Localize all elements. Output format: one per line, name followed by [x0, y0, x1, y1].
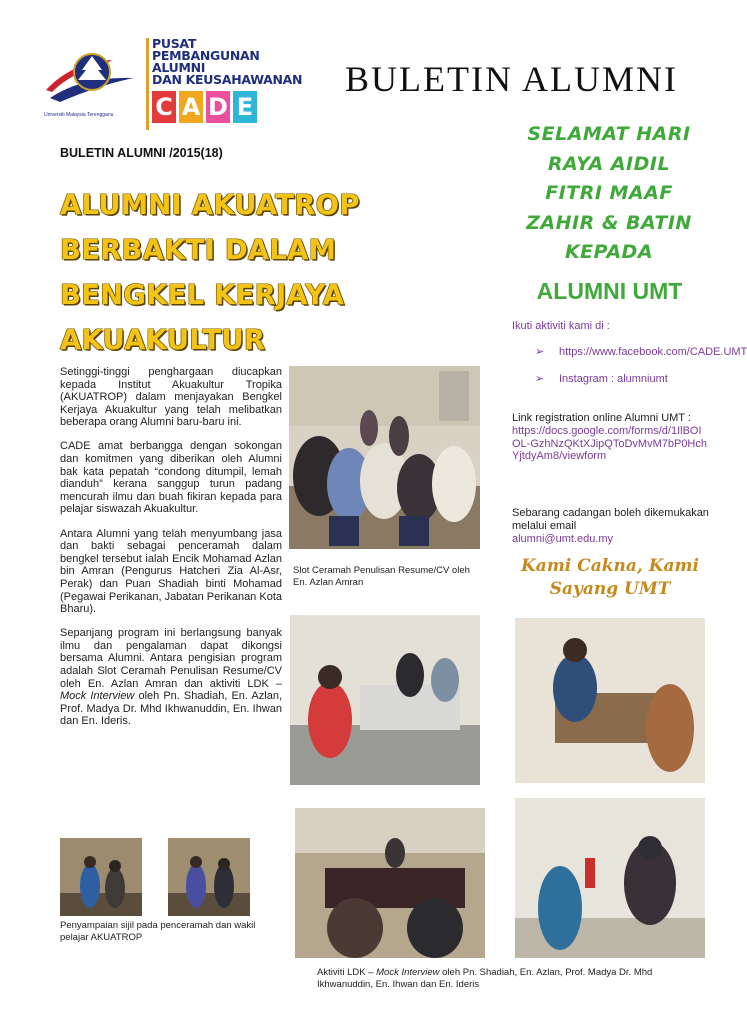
suggestion-text: Sebarang cadangan boleh dikemukakan melalui email: [512, 507, 709, 532]
paragraph-emphasis: Mock Interview: [60, 690, 135, 703]
motto: [512, 555, 708, 601]
article-paragraph: [60, 627, 282, 728]
follow-label: Ikuti aktiviti kami di :: [512, 320, 610, 332]
cade-letter-e: E: [233, 91, 257, 123]
logo-line: PUSAT: [152, 36, 197, 51]
interview-photo: [290, 615, 480, 785]
greeting-line: ZAHIR & BATIN: [526, 211, 692, 234]
headline-line: ALUMNI AKUATROP: [60, 189, 360, 221]
headline-line: AKUAKULTUR: [60, 324, 266, 356]
certificate-caption: Penyampaian sijil pada penceramah dan wakil pelajar AKUATROP: [60, 920, 256, 943]
greeting-line: RAYA AIDIL: [547, 152, 671, 175]
article-paragraph: Setinggi-tinggi penghargaan diucapkan kepada Institut Akuakultur Tropika (AKUATROP) dalam menjayakan Bengkel Kerjaya Akuakultur yang telah melibatkan beberapa orang Alumni baru-baru ini.: [60, 366, 282, 429]
instagram-link-item[interactable]: [535, 373, 710, 386]
logo-line: DAN KEUSAHAWANAN: [152, 72, 303, 87]
logo-divider: [146, 38, 149, 130]
paragraph-text: oleh Pn. Shadiah, En. Azlan, Prof. Madya Dr. Mhd Ikhwanuddin, En. Ihwan dan En. Ideris.: [60, 690, 282, 728]
certificate-photo: [60, 838, 142, 916]
social-links: [535, 346, 747, 400]
cade-letter-d: D: [206, 91, 230, 123]
article-body: [60, 366, 282, 739]
facebook-link-item[interactable]: [535, 346, 747, 359]
headline-line: BENGKEL KERJAYA: [60, 279, 345, 311]
masthead-title: BULETIN ALUMNI: [345, 59, 678, 99]
interview-caption: [317, 967, 707, 991]
instagram-link[interactable]: Instagram : alumniumt: [559, 372, 668, 385]
interview-photo: [515, 798, 705, 958]
registration-block: [512, 412, 710, 463]
headline-line: BERBAKTI DALAM: [60, 234, 337, 266]
raya-greeting: [510, 120, 708, 268]
article-paragraph: CADE amat berbangga dengan sokongan dan komitmen yang diberikan oleh Alumni bak kata pepatah “condong ditumpil, lemah dianduh” kerana sanggup turun padang mencurah ilmu dan buah fikiran kepada para pelajar siswazah Akuakultur.: [60, 440, 282, 516]
caption-text: Aktiviti LDK –: [317, 967, 377, 978]
alumni-umt-heading: ALUMNI UMT: [536, 278, 683, 304]
arrow-bullet-icon: ➢: [535, 372, 545, 385]
article-headline: [60, 183, 400, 363]
greeting-line: FITRI MAAF: [545, 182, 673, 204]
article-paragraph: Antara Alumni yang telah menyumbang jasa dan bakti sebagai penceramah dalam bengkel tersebut ialah Encik Mohamad Azlan bin Amran (Pengurus Hatcheri Zia Al-Asr, Perak) dan Puan Shadiah binti Mohamad (Pegawai Perikanan, Jabatan Perikanan Kota Bharu).: [60, 527, 282, 616]
caption-emphasis: Mock Interview: [376, 967, 440, 978]
issue-number: BULETIN ALUMNI /2015(18): [60, 146, 223, 160]
logo-line: ALUMNI: [152, 60, 206, 75]
cade-letter-a: A: [179, 91, 203, 123]
paragraph-text: Sepanjang program ini berlangsung banyak ilmu dan pengalaman dapat dikongsi bersama Alumni. Antara pengisian program adalah Slot Ceramah Penulisan Resume/CV oleh En. Azlan Amran dan aktiviti LDK –: [60, 627, 282, 690]
cade-logo-text: [152, 38, 312, 86]
interview-photo: [515, 618, 705, 783]
registration-label: Link registration online Alumni UMT :: [512, 412, 691, 424]
greeting-line: SELAMAT HARI: [527, 123, 691, 145]
seminar-photo-caption: Slot Ceramah Penulisan Resume/CV oleh En. Azlan Amran: [293, 565, 470, 588]
greeting-line: KEPADA: [564, 241, 654, 263]
cade-letters: [152, 91, 257, 123]
suggestion-block: [512, 507, 710, 545]
university-name: Universiti Malaysia Terengganu: [44, 112, 114, 118]
motto-line: Kami Cakna, Kami: [521, 556, 699, 576]
arrow-bullet-icon: ➢: [535, 346, 545, 358]
umt-emblem-icon: [42, 42, 142, 112]
certificate-photo: [168, 838, 250, 916]
email-link[interactable]: alumni@umt.edu.my: [512, 532, 614, 545]
facebook-link[interactable]: https://www.facebook.com/CADE.UMT: [559, 346, 747, 358]
seminar-photo: [289, 366, 480, 549]
cade-letter-c: C: [152, 91, 176, 123]
interview-photo: [295, 808, 485, 958]
registration-link[interactable]: https://docs.google.com/forms/d/1IlBOIOL-GzhNzQKtXJipQToDvMvM7bP0HchYjtdyAm8/viewform: [512, 424, 707, 463]
caption-text: oleh Pn. Shadiah, En. Azlan, Prof. Madya Dr. Mhd Ikhwanuddin, En. Ihwan dan En. Ideris: [317, 967, 653, 990]
logo-line: PEMBANGUNAN: [152, 48, 260, 63]
motto-line: Sayang UMT: [549, 579, 671, 599]
